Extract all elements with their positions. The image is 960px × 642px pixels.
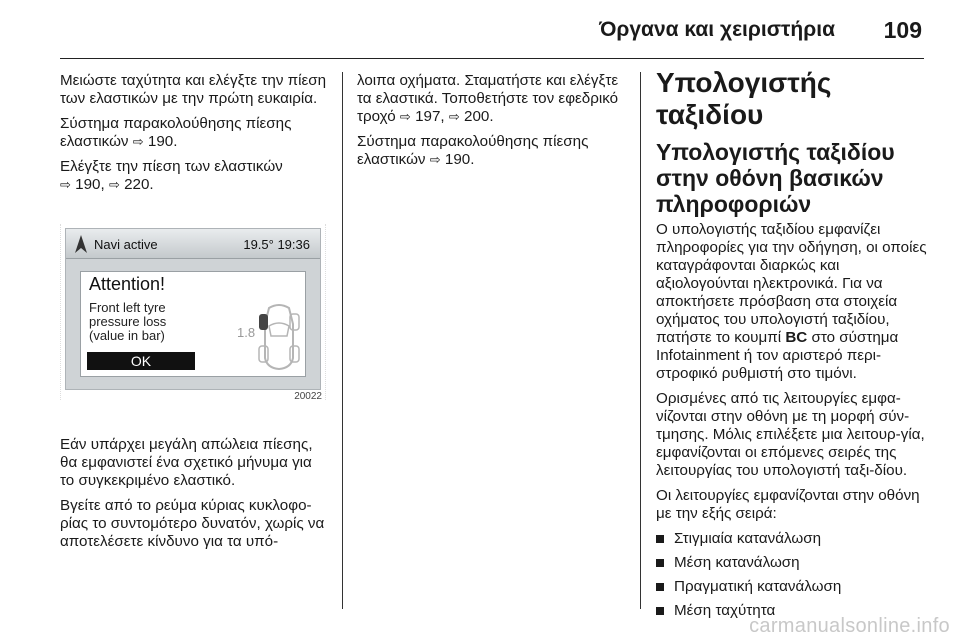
temperature-time: 19.5° 19:36 bbox=[243, 237, 310, 252]
function-list bbox=[656, 530, 928, 620]
column-divider-1 bbox=[342, 72, 343, 609]
paragraph-check-pressure: Ελέγξτε την πίεση των ελαστικών ⇨ 190, ⇨ 220. bbox=[60, 158, 283, 193]
attention-line-3: (value in bar) bbox=[89, 328, 165, 343]
display-status-bar bbox=[66, 229, 320, 259]
column-2 bbox=[357, 72, 629, 176]
bullet-square-icon bbox=[656, 583, 664, 591]
figure-id: 20022 bbox=[294, 391, 322, 402]
cross-reference-link[interactable]: 190, bbox=[75, 176, 105, 193]
reference-arrow-icon: ⇨ bbox=[399, 109, 411, 124]
tyre-pressure-figure bbox=[60, 228, 326, 424]
navigation-arrow-icon bbox=[74, 234, 88, 254]
paragraph-stop-check: λοιπα οχήματα. Σταματήστε και ελέγξτε τα ελαστικά. Τοποθετήστε τον εφεδρικό τροχό ⇨ 197, ⇨ 200. bbox=[357, 72, 619, 125]
chapter-title: Όργανα και χειριστήρια bbox=[599, 18, 835, 41]
header-rule bbox=[60, 58, 924, 59]
reference-arrow-icon: ⇨ bbox=[132, 134, 144, 149]
column-3 bbox=[656, 67, 928, 626]
list-item: Μέση ταχύτητα bbox=[656, 602, 928, 620]
attention-dialog bbox=[80, 271, 306, 377]
cross-reference-link[interactable]: 190. bbox=[147, 133, 178, 150]
watermark: carmanualsonline.info bbox=[749, 615, 950, 637]
cross-reference-link[interactable]: 197, bbox=[415, 108, 445, 125]
paragraph-pressure-loss: Εάν υπάρχει μεγάλη απώλεια πίεσης, θα εμφανιστεί ένα σχετικό μήνυμα για το συγκεκριμένο ελαστικό. bbox=[60, 436, 313, 489]
paragraph-tpms-ref: Σύστημα παρακολούθησης πίεσης ελαστικών ⇨ 190. bbox=[60, 115, 292, 150]
reference-arrow-icon: ⇨ bbox=[60, 177, 71, 192]
bullet-square-icon bbox=[656, 607, 664, 615]
section-heading: Υπολογιστής ταξιδίου bbox=[656, 67, 832, 130]
display-screen bbox=[65, 228, 321, 390]
bullet-square-icon bbox=[656, 535, 664, 543]
paragraph-trip-computer-intro: Ο υπολογιστής ταξιδίου εμφανίζει πληροφορίες για την οδήγηση, οι οποίες καταγράφονται διαρκώς και αξιολογούνται ηλεκτρονικά. Για να αποκτήσετε πρόσβαση στα στοιχεία οχήματος του υπολογιστή ταξιδίου, πατήστε το κουμπί BC στο σύστημα Infotainment ή τον αριστερό περι-στροφικό ρυθμιστή στο τιμόνι. bbox=[656, 221, 927, 382]
cross-reference-link[interactable]: 190. bbox=[444, 151, 475, 168]
paragraph-tpms-ref-2: Σύστημα παρακολούθησης πίεσης ελαστικών ⇨ 190. bbox=[357, 133, 589, 168]
paragraph-functions-display: Ορισμένες από τις λειτουργίες εμφα-νίζονται στην οθόνη με τη μορφή σύν-τμησης. Μόλις επιλέξετε μια λειτουρ-γία, εμφανίζονται οι επόμενες σειρές της λειτουργίας του υπολογιστή ταξι-δίου. bbox=[656, 390, 925, 479]
car-top-view-icon bbox=[257, 302, 301, 372]
subsection-heading: Υπολογιστής ταξιδίου στην οθόνη βασικών πληροφοριών bbox=[656, 139, 895, 217]
bullet-square-icon bbox=[656, 559, 664, 567]
page-number: 109 bbox=[883, 17, 922, 43]
bc-button-label: BC bbox=[785, 329, 808, 346]
tyre-pressure-value: 1.8 bbox=[237, 325, 256, 340]
attention-line-2: pressure loss bbox=[89, 314, 167, 329]
column-1 bbox=[60, 72, 328, 558]
column-divider-2 bbox=[640, 72, 641, 609]
list-item: Μέση κατανάλωση bbox=[656, 554, 928, 572]
ok-button[interactable]: OK bbox=[87, 352, 195, 370]
paragraph-functions-order: Οι λειτουργίες εμφανίζονται στην οθόνη με την εξής σειρά: bbox=[656, 487, 920, 522]
page-header bbox=[0, 0, 960, 58]
attention-title: Attention! bbox=[89, 274, 166, 294]
cross-reference-link[interactable]: 220. bbox=[124, 176, 154, 193]
reference-arrow-icon: ⇨ bbox=[448, 109, 460, 124]
navi-status: Navi active bbox=[94, 237, 158, 252]
list-item: Στιγμιαία κατανάλωση bbox=[656, 530, 928, 548]
paragraph-reduce-speed: Μειώστε ταχύτητα και ελέγξτε την πίεση των ελαστικών με την πρώτη ευκαιρία. bbox=[60, 72, 327, 107]
list-item: Πραγματική κατανάλωση bbox=[656, 578, 928, 596]
reference-arrow-icon: ⇨ bbox=[429, 152, 441, 167]
paragraph-leave-traffic: Βγείτε από το ρεύμα κύριας κυκλοφο-ρίας το συντομότερο δυνατόν, χωρίς να αποτελέσετε κίνδυνο για τα υπό- bbox=[60, 497, 325, 550]
reference-arrow-icon: ⇨ bbox=[108, 177, 120, 192]
attention-line-1: Front left tyre bbox=[89, 300, 166, 315]
cross-reference-link[interactable]: 200. bbox=[464, 108, 494, 125]
